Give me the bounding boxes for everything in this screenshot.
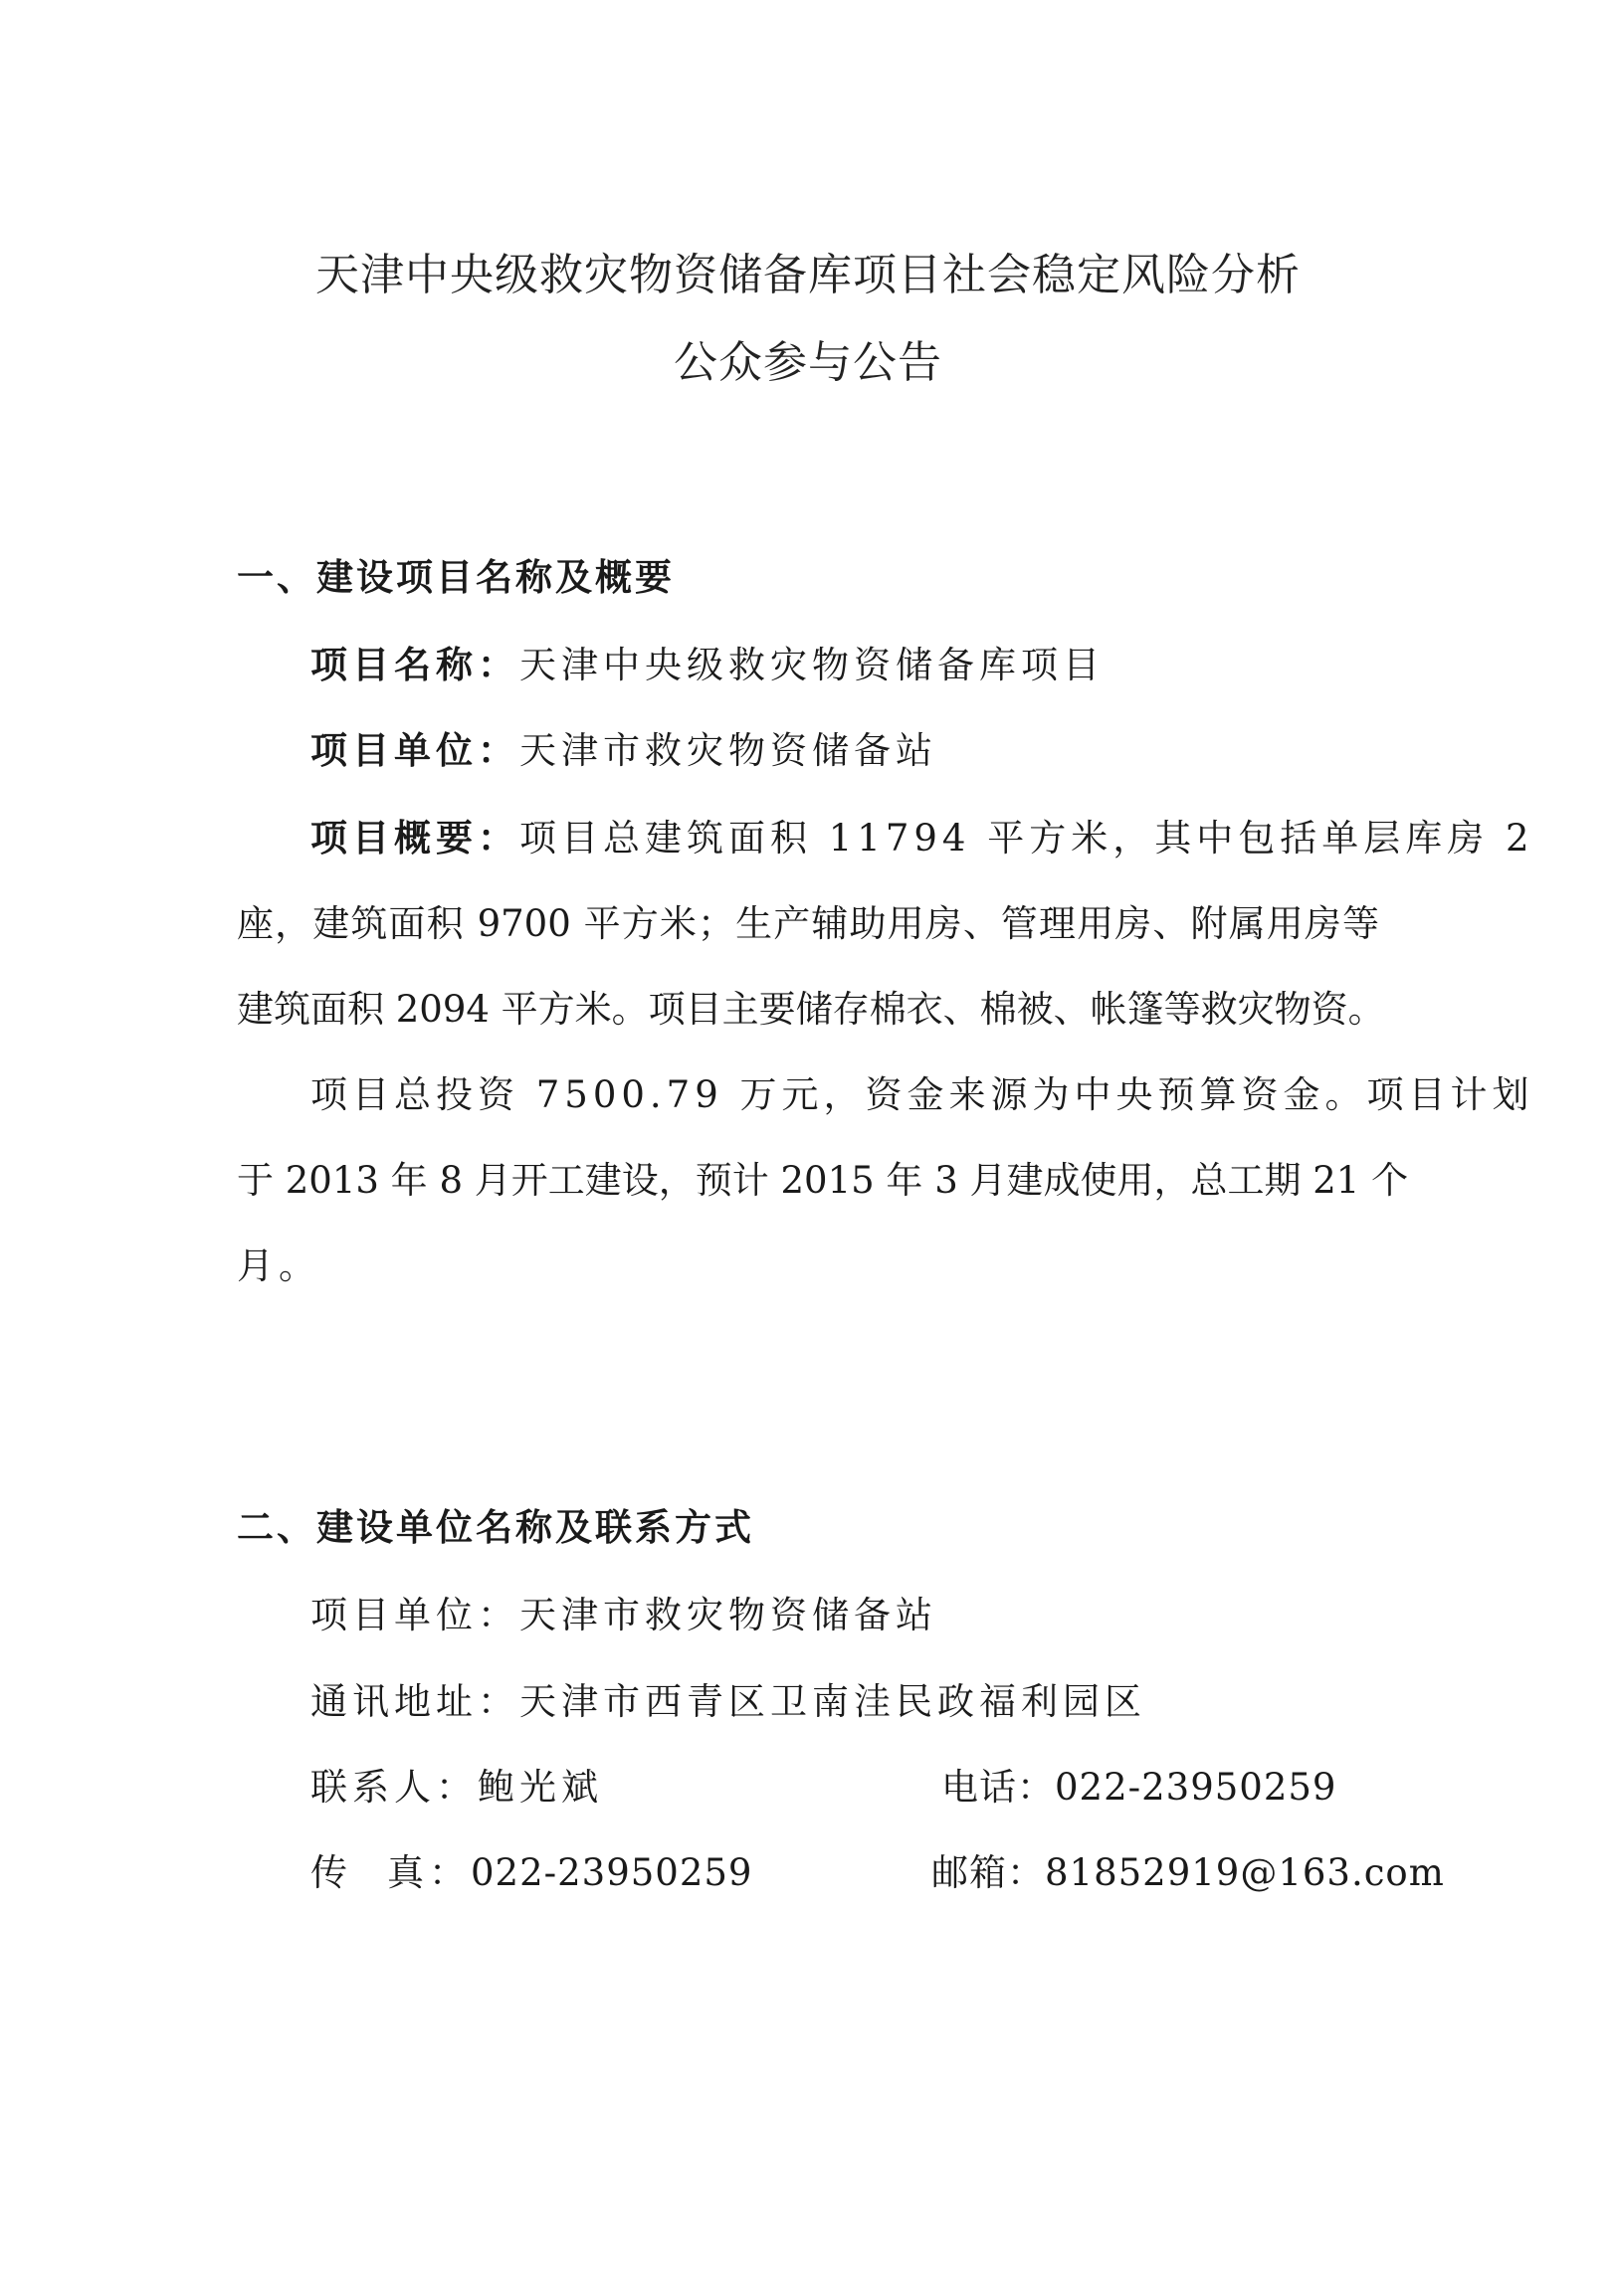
overview-line-3: 建筑面积 2094 平方米。项目主要储存棉衣、棉被、帐篷等救灾物资。 <box>237 988 1385 1031</box>
contact-label: 联系人： <box>310 1766 478 1809</box>
address-value: 天津市西青区卫南洼民政福利园区 <box>519 1680 1146 1723</box>
project-unit-value: 天津市救灾物资储备站 <box>519 729 937 772</box>
email-label: 邮箱： <box>931 1851 1045 1894</box>
project-unit-row <box>310 720 937 774</box>
overview-row-1 <box>310 808 1534 861</box>
email-row <box>931 1842 1445 1896</box>
project-name-label: 项目名称： <box>310 643 519 686</box>
email-value: 81852919@163.com <box>1045 1851 1445 1894</box>
unit-row <box>310 1585 937 1638</box>
section-1-heading: 一、建设项目名称及概要 <box>237 555 675 599</box>
project-name-row <box>310 635 1105 688</box>
section-2-heading: 二、建设单位名称及联系方式 <box>237 1505 754 1549</box>
overview-line-1: 项目总建筑面积 11794 平方米，其中包括单层库房 2 <box>519 817 1534 860</box>
investment-line-1: 项目总投资 7500.79 万元，资金来源为中央预算资金。项目计划 <box>310 1073 1534 1116</box>
phone-label: 电话： <box>941 1766 1055 1809</box>
address-label: 通讯地址： <box>310 1680 519 1723</box>
overview-label: 项目概要： <box>310 816 519 860</box>
fax-label-a: 传 <box>310 1851 387 1894</box>
fax-label-b: 真： <box>387 1851 471 1894</box>
contact-row <box>310 1757 603 1811</box>
project-unit-label: 项目单位： <box>310 728 519 772</box>
phone-row <box>941 1757 1336 1811</box>
unit-label: 项目单位： <box>310 1594 519 1636</box>
investment-line-3: 月。 <box>237 1244 320 1287</box>
address-row <box>310 1671 1146 1725</box>
phone-value: 022-23950259 <box>1055 1766 1337 1809</box>
fax-row <box>310 1842 752 1896</box>
contact-value: 鲍光斌 <box>478 1766 603 1809</box>
document-title-line-2: 公众参与公告 <box>674 337 942 388</box>
project-name-value: 天津中央级救灾物资储备库项目 <box>519 644 1105 686</box>
overview-line-2: 座，建筑面积 9700 平方米；生产辅助用房、管理用房、附属用房等 <box>237 902 1379 945</box>
document-title-line-1: 天津中央级救灾物资储备库项目社会稳定风险分析 <box>315 250 1301 300</box>
investment-line-2: 于 2013 年 8 月开工建设，预计 2015 年 3 月建成使用，总工期 21 个 <box>237 1159 1409 1202</box>
unit-value: 天津市救灾物资储备站 <box>519 1594 937 1636</box>
fax-value: 022-23950259 <box>471 1851 753 1894</box>
